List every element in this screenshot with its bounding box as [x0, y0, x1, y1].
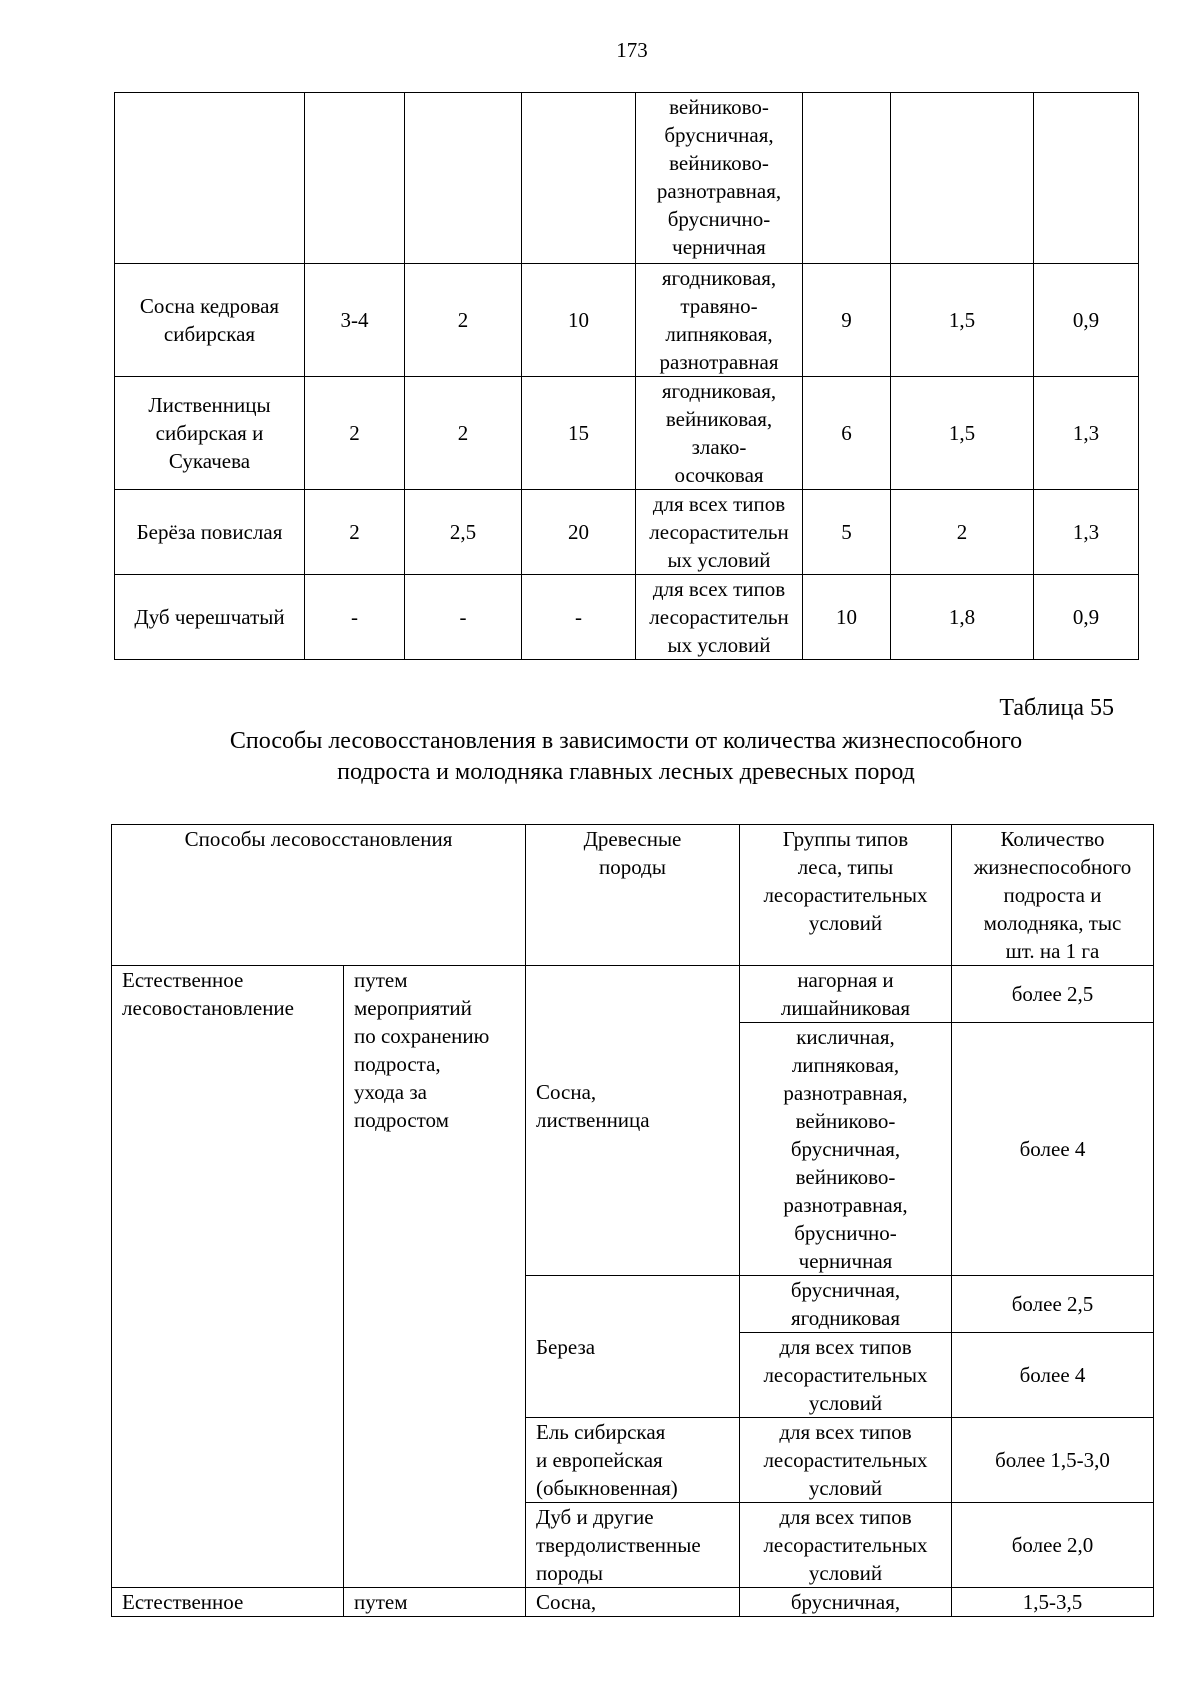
table-cell: 1,5 [891, 377, 1034, 490]
table-cell: 0,9 [1034, 575, 1139, 660]
table-cell: - [305, 575, 405, 660]
forest-group-cell: брусничная, [740, 1588, 952, 1617]
table-row [115, 575, 1139, 660]
method-cell: Естественное лесовостановление [112, 966, 344, 1588]
forest-group-cell: для всех типов лесорастительных условий [740, 1503, 952, 1588]
forest-type-cell: ягодниковая, вейниковая, злако- осочковая [636, 377, 803, 490]
table-cell: 6 [803, 377, 891, 490]
table-cell: 10 [522, 264, 636, 377]
species-cell: Ель сибирская и европейская (обыкновенная) [526, 1418, 740, 1503]
table-cell: 2,5 [405, 490, 522, 575]
table-cell: 9 [803, 264, 891, 377]
forest-type-cell: ягодниковая, травяно- липняковая, разнотравная [636, 264, 803, 377]
table-row [115, 264, 1139, 377]
forest-group-cell: кисличная, липняковая, разнотравная, вейниково- брусничная, вейниково- разнотравная, бруснично- черничная [740, 1023, 952, 1276]
amount-cell: более 4 [952, 1333, 1154, 1418]
header-species: Древесные породы [526, 825, 740, 966]
table-header-row [112, 825, 1154, 966]
table-row [115, 377, 1139, 490]
amount-cell: более 2,0 [952, 1503, 1154, 1588]
table-row [112, 1588, 1154, 1617]
species-cell: Сосна, [526, 1588, 740, 1617]
amount-cell: 1,5-3,5 [952, 1588, 1154, 1617]
table-cell: 15 [522, 377, 636, 490]
table-cell: 2 [891, 490, 1034, 575]
table-cell: 2 [405, 377, 522, 490]
table-cell: 2 [405, 264, 522, 377]
table-cell: 1,3 [1034, 377, 1139, 490]
species-cell: Дуб и другие твердолиственные породы [526, 1503, 740, 1588]
species-cell: Сосна, лиственница [526, 966, 740, 1276]
table-cell: - [522, 575, 636, 660]
table-cell: 20 [522, 490, 636, 575]
forest-type-cell: для всех типов лесорастительн ых условий [636, 575, 803, 660]
forest-group-cell: нагорная и лишайниковая [740, 966, 952, 1023]
species-cell: Береза [526, 1276, 740, 1418]
method-cell: Естественное [112, 1588, 344, 1617]
header-forest-groups: Группы типов леса, типы лесорастительных условий [740, 825, 952, 966]
forest-type-cell: вейниково- брусничная, вейниково- разнотравная, бруснично- черничная [636, 93, 803, 264]
forest-group-cell: для всех типов лесорастительных условий [740, 1418, 952, 1503]
table-cell [305, 93, 405, 264]
table-cell: - [405, 575, 522, 660]
amount-cell: более 4 [952, 1023, 1154, 1276]
table-cell: 3-4 [305, 264, 405, 377]
table-row [112, 966, 1154, 1023]
table-title: Способы лесовосстановления в зависимости от количества жизнеспособного подроста и молодняка главных лесных древесных пород [229, 728, 1023, 785]
species-cell: Сосна кедровая сибирская [115, 264, 305, 377]
table-label: Таблица 55 [999, 695, 1114, 721]
header-methods: Способы лесовосстановления [112, 825, 526, 966]
table-cell: 1,5 [891, 264, 1034, 377]
table-cell [891, 93, 1034, 264]
table-cell [405, 93, 522, 264]
submethod-cell: путем мероприятий по сохранению подроста, ухода за подростом [344, 966, 526, 1588]
forest-group-cell: брусничная, ягодниковая [740, 1276, 952, 1333]
reforestation-table [111, 824, 1154, 1617]
table-cell [803, 93, 891, 264]
table-cell: 2 [305, 377, 405, 490]
amount-cell: более 2,5 [952, 966, 1154, 1023]
species-cell [115, 93, 305, 264]
forest-type-cell: для всех типов лесорастительн ых условий [636, 490, 803, 575]
submethod-cell: путем [344, 1588, 526, 1617]
page-number: 173 [616, 38, 648, 62]
table-cell: 1,8 [891, 575, 1034, 660]
header-amount: Количество жизнеспособного подроста и молодняка, тыс шт. на 1 га [952, 825, 1154, 966]
table-row [115, 93, 1139, 264]
table-cell: 2 [305, 490, 405, 575]
table-cell: 10 [803, 575, 891, 660]
table-cell [522, 93, 636, 264]
species-cell: Дуб черешчатый [115, 575, 305, 660]
table-cell [1034, 93, 1139, 264]
amount-cell: более 1,5-3,0 [952, 1418, 1154, 1503]
amount-cell: более 2,5 [952, 1276, 1154, 1333]
table-row [115, 490, 1139, 575]
table-cell: 5 [803, 490, 891, 575]
continued-table [114, 92, 1139, 660]
forest-group-cell: для всех типов лесорастительных условий [740, 1333, 952, 1418]
table-cell: 0,9 [1034, 264, 1139, 377]
species-cell: Берёза повислая [115, 490, 305, 575]
species-cell: Лиственницы сибирская и Сукачева [115, 377, 305, 490]
table-cell: 1,3 [1034, 490, 1139, 575]
